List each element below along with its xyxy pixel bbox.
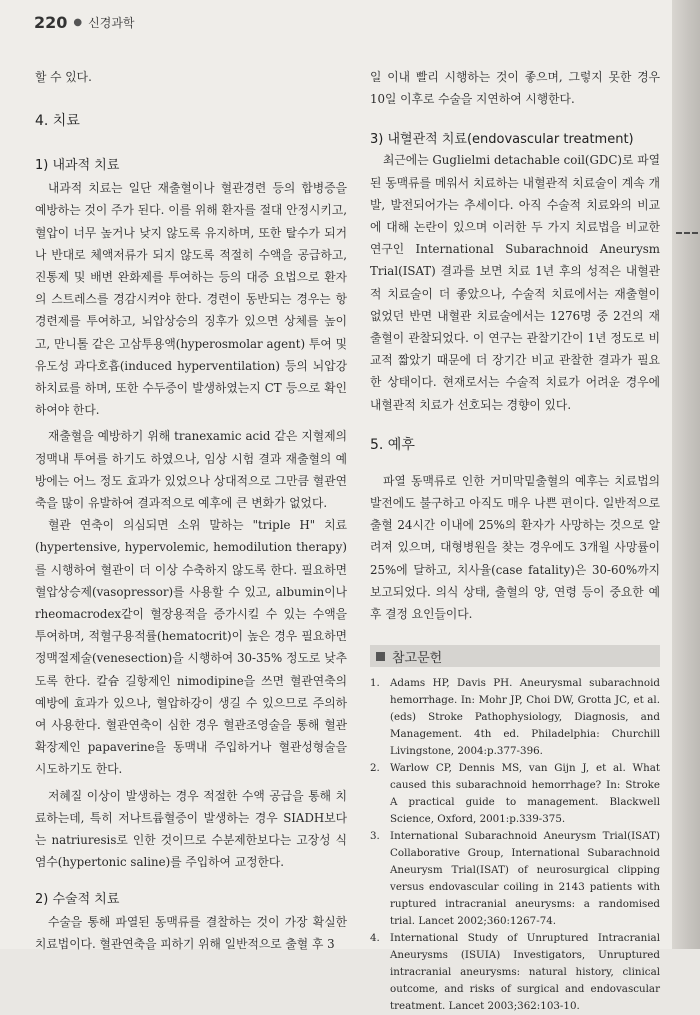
right-column xyxy=(370,66,660,1015)
paragraph-medical-2: 재출혈을 예방하기 위해 tranexamic acid 같은 지혈제의 정맥내 투여를 하기도 하였으나, 임상 시험 결과 재출혈의 예방에는 어느 정도 효과가 있었으나 상대적으로 그만큼 혈관연축을 많이 유발하여 결과적으로 예후에 큰 변화가 없었다. xyxy=(35,429,347,511)
reference-item: 4. International Study of Unruptured Intracranial Aneurysms (ISUIA) Investigators, Unruptured intracranial aneurysms: natural history, clinical outcome, and risks of surgical and endovascular treatment. Lancet 2003;362:103-10. xyxy=(370,932,660,1013)
references-title: 참고문헌 xyxy=(392,650,443,666)
reference-list xyxy=(370,675,660,1015)
paragraph-medical-3: 혈관 연축이 의심되면 소위 말하는 "triple H" 치료(hypertensive, hypervolemic, hemodilution therapy)를 시행하여 혈관이 더 이상 수축하지 않도록 한다. 필요하면 혈압상승제(vasopressor)를 사용할 수 있고, albumin이나 rheomacrodex같이 혈장용적을 증가시킬 수 있는 수액을 투여하며, 적혈구용적률(hematocrit)이 높은 경우 필요하면 정맥절제술(venesection)을 시행하여 30-35% 정도로 낮추도록 한다. 칼슘 길항제인 nimodipine을 쓰면 혈관연축의 예방에 효과가 있으나, 혈압하강이 생길 수 있으므로 주의하여 사용한다. 혈관연축이 심한 경우 혈관조영술을 통해 혈관확장제인 papaverine을 동맥내 주입하거나 혈관성형술을 시도하기도 한다. xyxy=(35,518,347,777)
left-column xyxy=(35,66,347,955)
page-header xyxy=(34,12,135,32)
reference-item: 1. Adams HP, Davis PH. Aneurysmal subarachnoid hemorrhage. In: Mohr JP, Choi DW, Grotta JC, et al. (eds) Stroke Pathophysiology, Diagnosis, and Management. 4th ed. Philadelphia: Churchill Livingstone, 2004:p.377-396. xyxy=(370,677,660,758)
reference-item: 3. International Subarachnoid Aneurysm Trial(ISAT) Collaborative Group, International Subarachnoid Aneurysm Trial(ISAT) of neurosurgical clipping versus endovascular coiling in 2143 patients with ruptured intracranial aneurysms: a randomised trial. Lancet 2002;360:1267-74. xyxy=(370,830,660,928)
heading-treatment: 4. 치료 xyxy=(35,113,80,130)
cut-mark xyxy=(676,232,698,234)
page-binding-edge xyxy=(672,0,700,949)
references-bar xyxy=(370,645,660,667)
heading-surgical: 2) 수술적 치료 xyxy=(35,891,120,907)
heading-prognosis: 5. 예후 xyxy=(370,436,415,453)
intro-line: 할 수 있다. xyxy=(35,70,92,84)
paragraph-endovascular: 최근에는 Guglielmi detachable coil(GDC)로 파열된 동맥류를 메워서 치료하는 내혈관적 치료술이 계속 개발, 발전되어가는 추세이다. 아직 수술적 치료와의 비교에 대해 논란이 있으며 이러한 두 가지 치료법을 비교한 연구인 International Subarachnoid Aneurysm Trial(ISAT) 결과를 보면 치료 1년 후의 성적은 내혈관적 치료술이 더 좋았으나, 수술적 치료에서는 재출혈이 없었던 반면 내혈관 치료술에서는 1276명 중 2건의 재출혈이 관찰되었다. 이 연구는 관찰기간이 1년 정도로 비교적 짧았기 때문에 더 장기간 비교 관찰한 결과가 필요한 상태이다. 현재로서는 수술적 치료가 어려운 경우에 내혈관적 치료가 선호되는 경향이 있다. xyxy=(370,153,660,412)
square-bullet-icon xyxy=(376,652,385,661)
paragraph-medical-4: 저혜질 이상이 발생하는 경우 적절한 수액 공급을 통해 치료하는데, 특히 저나트륨혈증이 발생하는 경우 SIADH보다는 natriuresis로 인한 것이므로 수분제한보다는 고장성 식염수(hypertonic saline)를 주입하여 교정한다. xyxy=(35,788,347,870)
bullet-dot-icon: ● xyxy=(73,16,83,28)
paragraph-prognosis: 파열 동맥류로 인한 거미막밑출혈의 예후는 치료법의 발전에도 불구하고 아직도 매우 나쁜 편이다. 일반적으로 출혈 24시간 이내에 25%의 환자가 사망하는 것으로 알려져 있으며, 대형병원을 찾는 경우에도 3개월 사망률이 25%에 달하고, 치사율(case fatality)은 30-60%까지 보고되었다. 의식 상태, 출혈의 양, 연령 등이 중요한 예후 결정 요인들이다. xyxy=(370,473,660,622)
heading-endovascular: 3) 내혈관적 치료(endovascular treatment) xyxy=(370,132,634,148)
heading-medical: 1) 내과적 치료 xyxy=(35,158,120,174)
reference-item: 2. Warlow CP, Dennis MS, van Gijn J, et al. What caused this subarachnoid hemorrhage? In: Stroke A practical guide to management. Blackwell Science, Oxford, 2001:p.339-375. xyxy=(370,762,660,826)
paragraph-surgical: 수술을 통해 파열된 동맥류를 결찰하는 것이 가장 확실한 치료법이다. 혈관연축을 피하기 위해 일반적으로 출혈 후 3 xyxy=(35,914,347,951)
page-number: 220 xyxy=(34,12,68,32)
paragraph-medical-1: 내과적 치료는 일단 재출혈이나 혈관경련 등의 합병증을 예방하는 것이 주가 된다. 이를 위해 환자를 절대 안정시키고, 혈압이 너무 높거나 낮지 않도록 유지하며, 또한 탈수가 되거나 반대로 체액저류가 되지 않도록 적절히 수액을 공급하고, 진통제 및 배변 완화제를 투여하는 등의 대증 요법으로 환자의 스트레스를 경감시켜야 한다. 경련이 동반되는 경우는 항경련제를 투여하고, 뇌압상승의 징후가 있으면 상체를 높이고, 만니톨 같은 고삼투용액(hyperosmolar agent) 투여 및 유도성 과다호흡(induced hyperventilation) 등의 뇌압강하치료를 하며, 또한 수두증이 발생하였는지 CT 등으로 확인하여야 한다. xyxy=(35,181,347,418)
paragraph-continued: 일 이내 빨리 시행하는 것이 좋으며, 그렇지 못한 경우 10일 이후로 수술을 지연하여 시행한다. xyxy=(370,70,660,107)
section-title: 신경과학 xyxy=(88,15,135,30)
